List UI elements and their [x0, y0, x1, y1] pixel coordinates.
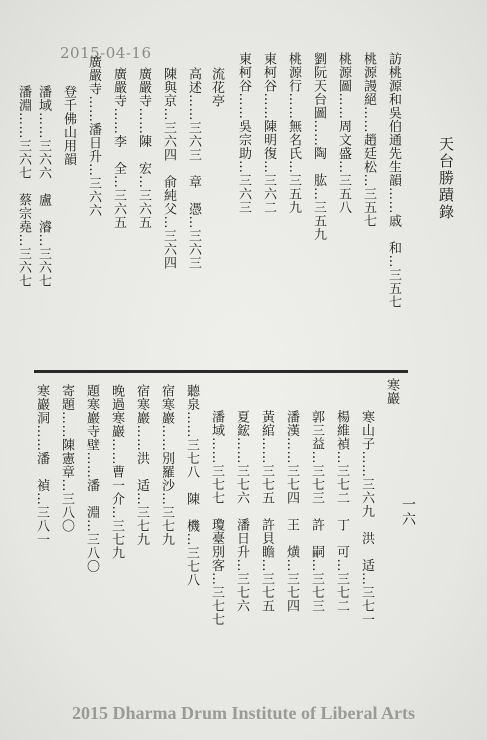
toc-entry: 東柯谷……陳明復…三六二 [261, 52, 276, 214]
toc-entry: 晚過寒巖……曹一介…三七九 [109, 384, 124, 560]
toc-entry: 聽泉……三七八 陳 機…三七八 [184, 384, 199, 587]
toc-section-heading: 寒巖 [384, 378, 399, 405]
running-header: 天台勝蹟錄 [437, 136, 455, 221]
institution-watermark: 2015 Dharma Drum Institute of Liberal Arts [72, 703, 415, 723]
toc-entry: 楊維禎…三七二 丁 可…三七二 [334, 410, 349, 613]
toc-entry: 潘漢……三七四 王 熿…三七四 [284, 410, 299, 613]
page-number: 一六 [400, 497, 416, 526]
toc-entry: 題寒巖寺壁……潘 淵…三八〇 [84, 384, 99, 573]
toc-entry: 登千佛山用韻 [61, 85, 76, 166]
toc-entry: 寒山子……三六九 洪 适…三七一 [359, 410, 374, 626]
toc-entry: 黃綰……三七五 許貝瞻…三七五 [259, 410, 274, 613]
toc-entry: 潘域……三七七 瓊臺別客…三七七 [209, 410, 224, 626]
toc-entry: 廣嚴寺……李 全…三六五 [111, 67, 126, 229]
toc-entry: 桃源謾絕……趙廷松…三五七 [361, 52, 376, 228]
toc-entry: 流花亭 [209, 67, 224, 108]
toc-entry: 廣嚴寺……陳 宏…三六五 [136, 67, 151, 229]
toc-entry: 東柯谷……吳宗助…三六三 [236, 52, 251, 214]
toc-entry: 郭三益…三七三 許 嗣…三七三 [309, 410, 324, 613]
toc-entry: 寄題……陳憲章…三八〇 [59, 384, 74, 533]
toc-section-heading: 廣嚴寺……潘日升…三六六 [86, 55, 101, 217]
toc-entry: 訪桃源和吳伯通先生韻……戚 和…三五七 [386, 52, 401, 309]
toc-entry: 宿寒巖……洪 适…三七九 [134, 384, 149, 546]
toc-entry: 寒巖洞……潘 禎…三八一 [34, 384, 49, 546]
date-watermark: 2015-04-16 [60, 44, 152, 62]
toc-entry: 潘域……三六六 盧 濬…三六七 [36, 85, 51, 288]
toc-entry: 宿寒巖……別羅沙…三七九 [159, 384, 174, 546]
toc-entry: 夏鋐……三七六 潘日升…三七六 [234, 410, 249, 613]
toc-entry: 潘淵……三六七 蔡宗堯…三六七 [16, 85, 31, 288]
toc-entry: 高述……三六三 章 憑…三六三 [186, 67, 201, 270]
toc-entry: 桃源圖……周文盛…三五八 [336, 52, 351, 214]
toc-entry: 桃源行……無名氏…三五九 [286, 52, 301, 214]
toc-entry: 劉阮天台圖……陶 肱…三五九 [311, 52, 326, 241]
section-divider-rule [34, 370, 408, 373]
toc-entry: 陳與京…三六四 俞純父…三六四 [161, 67, 176, 270]
